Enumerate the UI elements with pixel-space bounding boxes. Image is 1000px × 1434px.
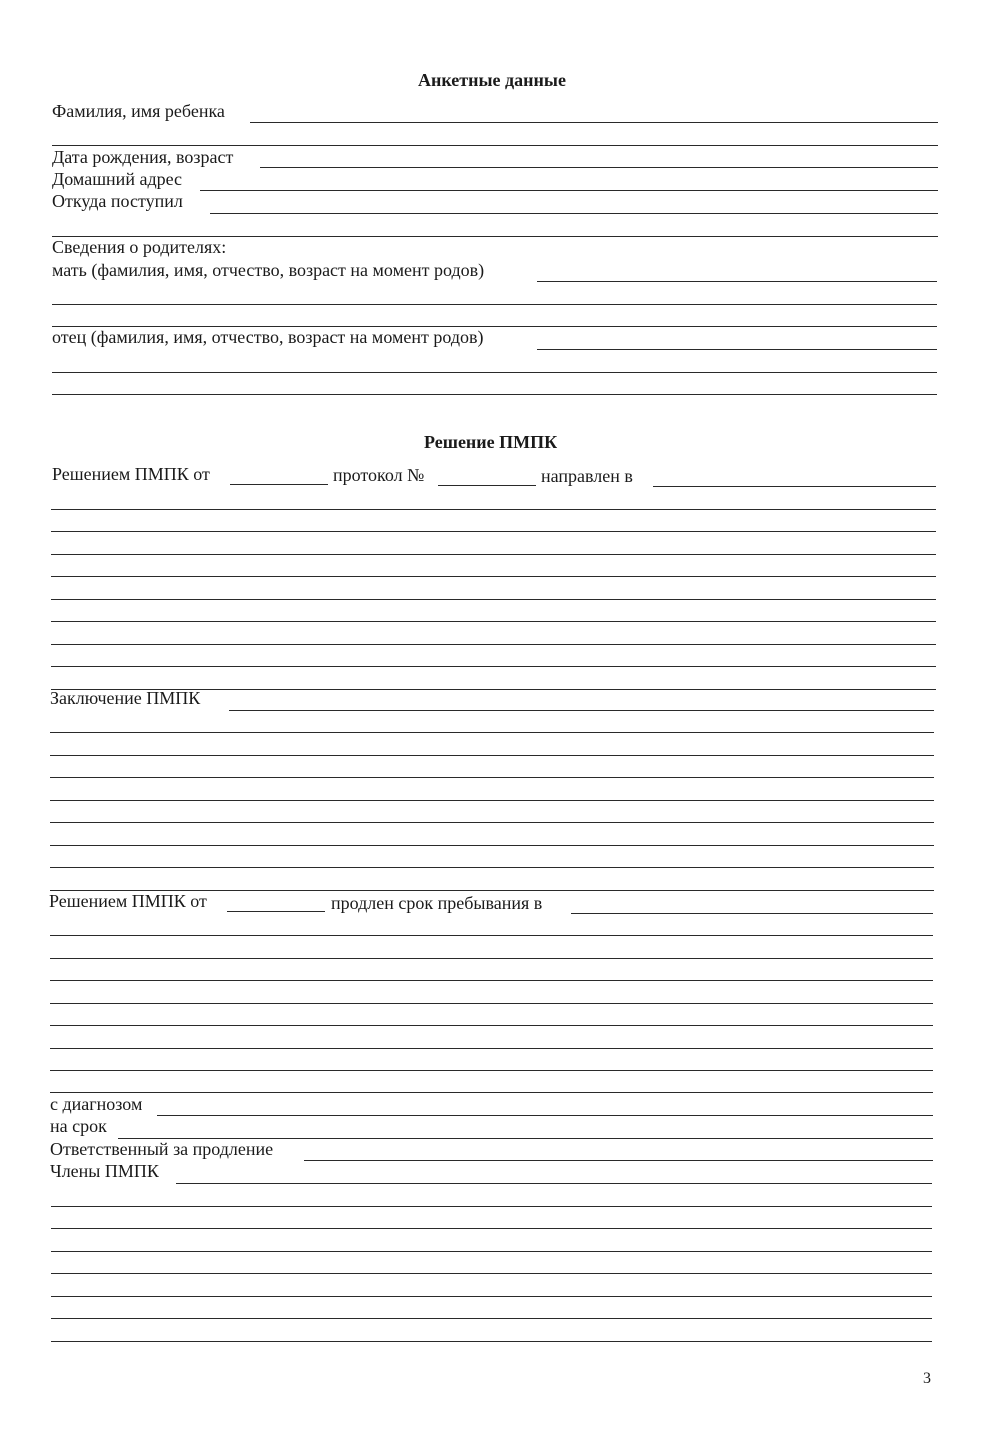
home-address-label: Домашний адрес xyxy=(52,169,183,189)
diagnosis-label: с диагнозом xyxy=(50,1094,143,1114)
decision-line[interactable] xyxy=(51,554,936,555)
term-label: на срок xyxy=(50,1116,107,1136)
child-name-label: Фамилия, имя ребенка xyxy=(52,101,225,121)
father-label: отец (фамилия, имя, отчество, возраст на момент родов) xyxy=(52,327,484,347)
conclusion-line[interactable] xyxy=(50,777,934,778)
extension-line[interactable] xyxy=(50,958,933,959)
decision-line[interactable] xyxy=(51,599,936,600)
sent-to-field[interactable] xyxy=(653,486,936,487)
extension-line[interactable] xyxy=(50,1070,933,1071)
conclusion-line[interactable] xyxy=(50,800,934,801)
decision-from-label: Решением ПМПК от xyxy=(52,464,210,484)
admitted-from-field[interactable] xyxy=(210,213,938,214)
mother-field-line-2[interactable] xyxy=(52,304,937,305)
decision-date-field[interactable] xyxy=(230,484,328,485)
extension-line[interactable] xyxy=(50,1092,933,1093)
responsible-field[interactable] xyxy=(304,1160,933,1161)
members-line[interactable] xyxy=(51,1251,932,1252)
father-field-line-2[interactable] xyxy=(52,372,937,373)
decision-line[interactable] xyxy=(51,576,936,577)
decision-line[interactable] xyxy=(51,644,936,645)
mother-field[interactable] xyxy=(537,281,937,282)
conclusion-field[interactable] xyxy=(229,710,934,711)
mother-label: мать (фамилия, имя, отчество, возраст на момент родов) xyxy=(52,260,485,280)
conclusion-line[interactable] xyxy=(50,822,934,823)
child-name-field[interactable] xyxy=(250,122,938,123)
decision-line[interactable] xyxy=(51,621,936,622)
protocol-number-field[interactable] xyxy=(438,485,536,486)
extension-line[interactable] xyxy=(50,935,933,936)
parents-info-label: Сведения о родителях: xyxy=(52,237,227,257)
members-line[interactable] xyxy=(51,1318,932,1319)
birth-date-field[interactable] xyxy=(260,167,938,168)
members-field[interactable] xyxy=(176,1183,932,1184)
extended-stay-field[interactable] xyxy=(571,913,933,914)
members-line[interactable] xyxy=(51,1228,932,1229)
admitted-from-label: Откуда поступил xyxy=(52,191,183,211)
conclusion-label: Заключение ПМПК xyxy=(50,688,201,708)
protocol-label: протокол № xyxy=(333,465,425,485)
diagnosis-field[interactable] xyxy=(157,1115,933,1116)
child-name-field-continuation[interactable] xyxy=(52,145,938,146)
members-line[interactable] xyxy=(51,1206,932,1207)
birth-date-label: Дата рождения, возраст xyxy=(52,147,234,167)
father-field[interactable] xyxy=(537,349,937,350)
members-line[interactable] xyxy=(51,1296,932,1297)
responsible-label: Ответственный за продление xyxy=(50,1139,274,1159)
decision-line[interactable] xyxy=(51,531,936,532)
conclusion-line[interactable] xyxy=(50,732,934,733)
decision-heading: Решение ПМПК xyxy=(424,432,558,452)
page-number: 3 xyxy=(923,1370,931,1387)
father-field-line-3[interactable] xyxy=(52,394,937,395)
extension-line[interactable] xyxy=(50,1003,933,1004)
conclusion-line[interactable] xyxy=(50,755,934,756)
members-line[interactable] xyxy=(51,1341,932,1342)
extension-line[interactable] xyxy=(50,1025,933,1026)
conclusion-line[interactable] xyxy=(50,867,934,868)
extension-from-label: Решением ПМПК от xyxy=(49,891,207,911)
conclusion-line[interactable] xyxy=(50,845,934,846)
members-line[interactable] xyxy=(51,1273,932,1274)
extension-line[interactable] xyxy=(50,980,933,981)
home-address-field[interactable] xyxy=(200,190,938,191)
decision-line[interactable] xyxy=(51,509,936,510)
members-label: Члены ПМПК xyxy=(50,1161,159,1181)
extension-date-field[interactable] xyxy=(227,911,325,912)
questionnaire-heading: Анкетные данные xyxy=(418,70,566,90)
extended-stay-label: продлен срок пребывания в xyxy=(331,893,543,913)
sent-to-label: направлен в xyxy=(541,466,633,486)
extension-line[interactable] xyxy=(50,1048,933,1049)
decision-line[interactable] xyxy=(51,666,936,667)
